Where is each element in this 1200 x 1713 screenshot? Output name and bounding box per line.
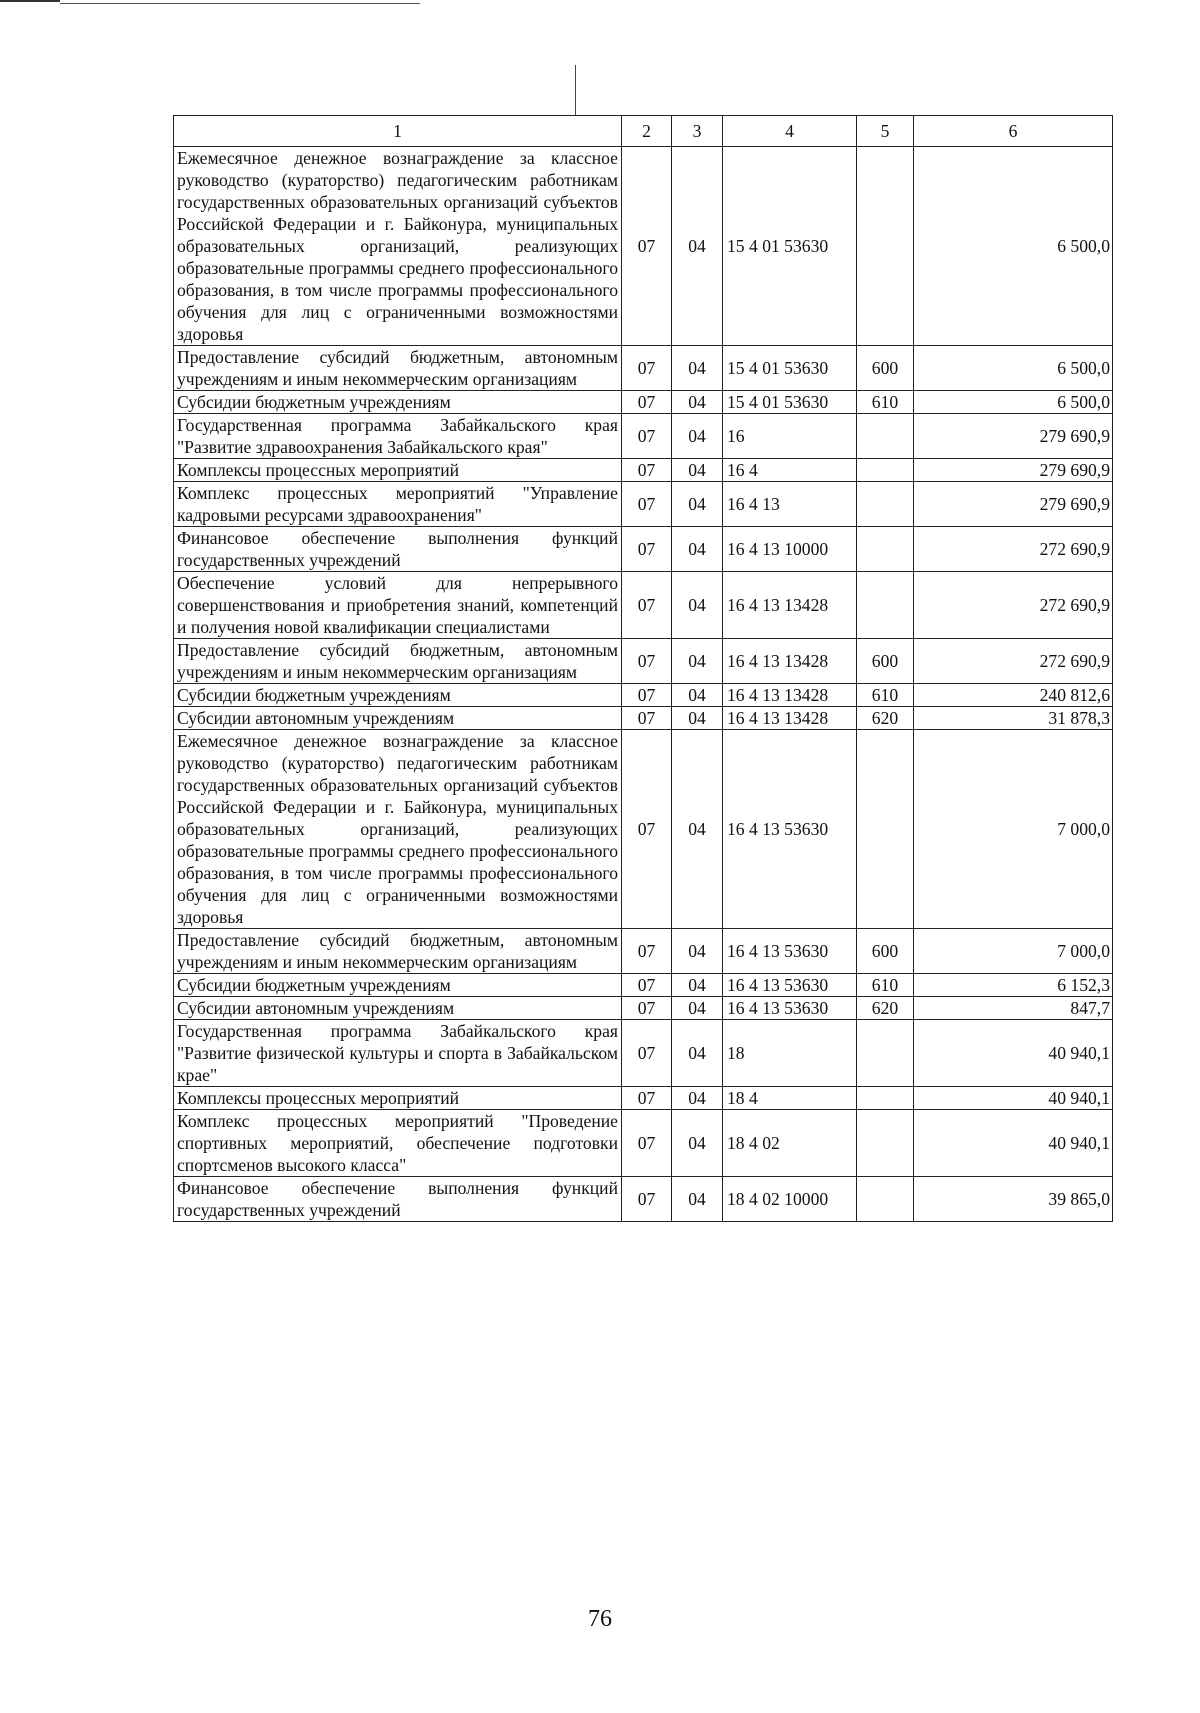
table-row [174, 707, 1113, 730]
row-amount: 279 690,9 [914, 459, 1113, 482]
row-subsection: 04 [672, 147, 723, 346]
row-description: Финансовое обеспечение выполнения функций государственных учреждений [174, 1177, 622, 1222]
row-description: Предоставление субсидий бюджетным, автономным учреждениям и иным некоммерческим организациям [174, 639, 622, 684]
row-description: Субсидии бюджетным учреждениям [174, 684, 622, 707]
row-amount: 7 000,0 [914, 730, 1113, 929]
header-col-5: 5 [857, 116, 914, 147]
row-amount: 272 690,9 [914, 527, 1113, 572]
table-row [174, 482, 1113, 527]
table-row [174, 684, 1113, 707]
row-description: Финансовое обеспечение выполнения функций государственных учреждений [174, 527, 622, 572]
row-expense-type: 620 [857, 997, 914, 1020]
row-description: Ежемесячное денежное вознаграждение за классное руководство (кураторство) педагогическим работникам государственных образовательных организаций субъектов Российской Федерации и г. Байконура, муниципальных образовательных организаций, реализующих образовательные программы среднего профессионального образования, в том числе программы профессионального обучения для лиц с ограниченными возможностями здоровья [174, 730, 622, 929]
row-expense-type [857, 147, 914, 346]
row-amount: 40 940,1 [914, 1110, 1113, 1177]
row-subsection: 04 [672, 929, 723, 974]
row-section: 07 [622, 1177, 672, 1222]
row-section: 07 [622, 639, 672, 684]
row-target-article: 16 4 13 53630 [723, 974, 857, 997]
table-row [174, 974, 1113, 997]
row-amount: 279 690,9 [914, 482, 1113, 527]
row-amount: 272 690,9 [914, 572, 1113, 639]
scan-artifact-line [60, 3, 420, 4]
row-target-article: 16 4 13 13428 [723, 684, 857, 707]
column-stub-line [575, 65, 576, 115]
row-description: Государственная программа Забайкальского края "Развитие физической культуры и спорта в Забайкальском крае" [174, 1020, 622, 1087]
row-description: Субсидии автономным учреждениям [174, 707, 622, 730]
header-row [174, 116, 1113, 147]
row-expense-type [857, 1020, 914, 1087]
row-description: Обеспечение условий для непрерывного совершенствования и приобретения знаний, компетенций и получения новой квалификации специалистами [174, 572, 622, 639]
table-header [174, 116, 1113, 147]
row-target-article: 16 4 13 [723, 482, 857, 527]
row-target-article: 16 4 13 13428 [723, 572, 857, 639]
table-row [174, 1087, 1113, 1110]
row-target-article: 16 4 13 53630 [723, 730, 857, 929]
row-subsection: 04 [672, 1177, 723, 1222]
row-target-article: 16 4 13 10000 [723, 527, 857, 572]
row-expense-type [857, 414, 914, 459]
row-subsection: 04 [672, 414, 723, 459]
row-target-article: 16 4 13 53630 [723, 929, 857, 974]
row-amount: 31 878,3 [914, 707, 1113, 730]
table-row [174, 730, 1113, 929]
table-row [174, 1020, 1113, 1087]
row-expense-type: 610 [857, 391, 914, 414]
row-target-article: 16 4 13 13428 [723, 707, 857, 730]
table-row [174, 391, 1113, 414]
row-subsection: 04 [672, 459, 723, 482]
row-subsection: 04 [672, 1020, 723, 1087]
table-row [174, 459, 1113, 482]
row-section: 07 [622, 1020, 672, 1087]
row-expense-type [857, 527, 914, 572]
row-target-article: 18 4 02 10000 [723, 1177, 857, 1222]
row-section: 07 [622, 527, 672, 572]
row-expense-type [857, 1177, 914, 1222]
row-expense-type [857, 730, 914, 929]
row-expense-type: 610 [857, 974, 914, 997]
table-row [174, 1177, 1113, 1222]
row-amount: 6 500,0 [914, 391, 1113, 414]
table-row [174, 929, 1113, 974]
budget-table [173, 115, 1113, 1222]
row-amount: 40 940,1 [914, 1020, 1113, 1087]
row-expense-type: 600 [857, 929, 914, 974]
row-amount: 7 000,0 [914, 929, 1113, 974]
row-amount: 39 865,0 [914, 1177, 1113, 1222]
row-subsection: 04 [672, 482, 723, 527]
row-subsection: 04 [672, 1110, 723, 1177]
row-expense-type: 620 [857, 707, 914, 730]
row-section: 07 [622, 730, 672, 929]
row-description: Комплекс процессных мероприятий "Управление кадровыми ресурсами здравоохранения" [174, 482, 622, 527]
row-target-article: 18 4 02 [723, 1110, 857, 1177]
row-subsection: 04 [672, 391, 723, 414]
table-row [174, 997, 1113, 1020]
row-description: Предоставление субсидий бюджетным, автономным учреждениям и иным некоммерческим организациям [174, 346, 622, 391]
header-col-4: 4 [723, 116, 857, 147]
header-col-2: 2 [622, 116, 672, 147]
row-section: 07 [622, 414, 672, 459]
row-subsection: 04 [672, 572, 723, 639]
row-target-article: 16 4 13 13428 [723, 639, 857, 684]
row-section: 07 [622, 974, 672, 997]
row-target-article: 18 4 [723, 1087, 857, 1110]
row-subsection: 04 [672, 730, 723, 929]
row-target-article: 15 4 01 53630 [723, 391, 857, 414]
table-row [174, 639, 1113, 684]
header-col-1: 1 [174, 116, 622, 147]
row-section: 07 [622, 459, 672, 482]
table-row [174, 147, 1113, 346]
row-subsection: 04 [672, 1087, 723, 1110]
row-subsection: 04 [672, 997, 723, 1020]
row-expense-type [857, 459, 914, 482]
row-expense-type [857, 1110, 914, 1177]
row-expense-type: 600 [857, 346, 914, 391]
row-subsection: 04 [672, 527, 723, 572]
row-description: Государственная программа Забайкальского края "Развитие здравоохранения Забайкальского края" [174, 414, 622, 459]
row-description: Субсидии автономным учреждениям [174, 997, 622, 1020]
row-subsection: 04 [672, 707, 723, 730]
row-section: 07 [622, 572, 672, 639]
row-amount: 847,7 [914, 997, 1113, 1020]
row-section: 07 [622, 1087, 672, 1110]
row-target-article: 16 4 13 53630 [723, 997, 857, 1020]
row-amount: 40 940,1 [914, 1087, 1113, 1110]
row-expense-type: 610 [857, 684, 914, 707]
row-description: Ежемесячное денежное вознаграждение за классное руководство (кураторство) педагогическим работникам государственных образовательных организаций субъектов Российской Федерации и г. Байконура, муниципальных образовательных организаций, реализующих образовательные программы среднего профессионального образования, в том числе программы профессионального обучения для лиц с ограниченными возможностями здоровья [174, 147, 622, 346]
row-target-article: 18 [723, 1020, 857, 1087]
row-amount: 279 690,9 [914, 414, 1113, 459]
row-description: Комплексы процессных мероприятий [174, 459, 622, 482]
row-section: 07 [622, 147, 672, 346]
row-target-article: 16 [723, 414, 857, 459]
row-target-article: 16 4 [723, 459, 857, 482]
row-description: Субсидии бюджетным учреждениям [174, 391, 622, 414]
row-section: 07 [622, 707, 672, 730]
header-col-3: 3 [672, 116, 723, 147]
table-row [174, 414, 1113, 459]
row-description: Субсидии бюджетным учреждениям [174, 974, 622, 997]
row-target-article: 15 4 01 53630 [723, 346, 857, 391]
row-section: 07 [622, 997, 672, 1020]
table-row [174, 572, 1113, 639]
row-amount: 240 812,6 [914, 684, 1113, 707]
row-section: 07 [622, 482, 672, 527]
page-number: 76 [588, 1606, 612, 1632]
row-subsection: 04 [672, 639, 723, 684]
row-expense-type [857, 572, 914, 639]
row-section: 07 [622, 684, 672, 707]
row-amount: 272 690,9 [914, 639, 1113, 684]
table-row [174, 346, 1113, 391]
row-section: 07 [622, 1110, 672, 1177]
row-subsection: 04 [672, 346, 723, 391]
table-body [174, 147, 1113, 1222]
table-row [174, 1110, 1113, 1177]
row-section: 07 [622, 346, 672, 391]
header-col-6: 6 [914, 116, 1113, 147]
row-expense-type: 600 [857, 639, 914, 684]
row-amount: 6 500,0 [914, 346, 1113, 391]
row-subsection: 04 [672, 684, 723, 707]
row-expense-type [857, 1087, 914, 1110]
table-row [174, 527, 1113, 572]
row-section: 07 [622, 929, 672, 974]
row-subsection: 04 [672, 974, 723, 997]
row-amount: 6 500,0 [914, 147, 1113, 346]
row-section: 07 [622, 391, 672, 414]
row-amount: 6 152,3 [914, 974, 1113, 997]
row-expense-type [857, 482, 914, 527]
row-description: Комплекс процессных мероприятий "Проведение спортивных мероприятий, обеспечение подготовки спортсменов высокого класса" [174, 1110, 622, 1177]
row-description: Предоставление субсидий бюджетным, автономным учреждениям и иным некоммерческим организациям [174, 929, 622, 974]
row-description: Комплексы процессных мероприятий [174, 1087, 622, 1110]
scan-artifact-line [0, 0, 60, 2]
row-target-article: 15 4 01 53630 [723, 147, 857, 346]
